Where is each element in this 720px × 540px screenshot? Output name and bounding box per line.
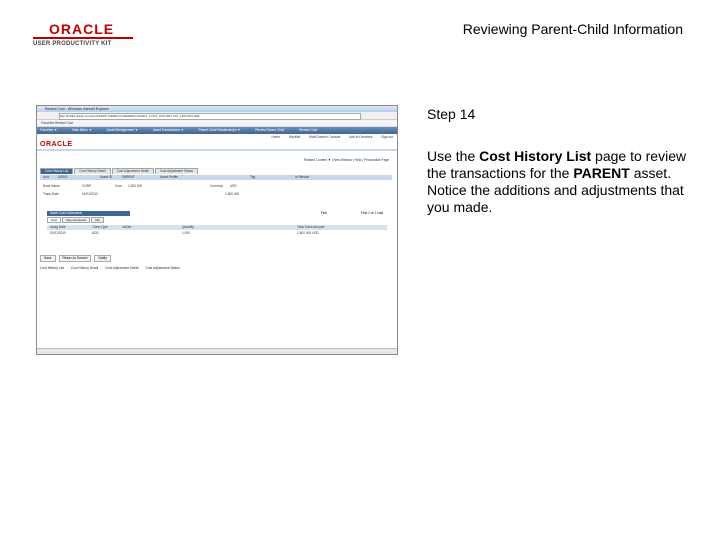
col-invdet: InvDet — [122, 225, 132, 229]
unit-value: US001 — [58, 175, 68, 179]
asset-id-label: Asset ID — [100, 175, 113, 179]
page-buttons — [40, 255, 114, 262]
page-tabs — [40, 168, 199, 174]
browser-title-bar: Review Cost - Windows Internet Explorer — [37, 106, 397, 112]
unit-label: Unit — [43, 175, 49, 179]
grid-title: Asset Cost Information — [47, 211, 130, 216]
grid-navigation[interactable]: First 1 of 1 Last — [361, 211, 383, 215]
tab-cost-adjustment-detail[interactable]: Cost Adjustment Detail — [112, 168, 154, 174]
table-row — [47, 231, 387, 236]
nav-item[interactable]: Asset Management ▼ — [106, 128, 139, 132]
instruction-text — [427, 148, 687, 216]
grid-tab-open-amounts[interactable]: Open Amounts — [62, 217, 90, 223]
grid-tab-cost[interactable]: Cost — [47, 217, 61, 223]
tag-label: Tag — [250, 175, 256, 179]
tab-cost-adjustment-status[interactable]: Cost Adjustment Status — [155, 168, 198, 174]
favorites-bar: Favorites Review Cost — [37, 120, 397, 127]
currency-value: USD — [230, 184, 237, 188]
page-utility-links[interactable]: Related Content ▼ | New Window | Help | Personalize Page — [303, 158, 389, 162]
nav-item[interactable]: Asset Transactions ▼ — [152, 128, 184, 132]
cost-label: Cost — [115, 184, 122, 188]
trans-date-row — [40, 192, 392, 197]
tab-cost-history-list[interactable]: Cost History List — [40, 168, 73, 174]
instruction-part: asset. Notice the additions and adjustments that you made. — [427, 165, 684, 215]
col-acctg-date: Acctg Date — [50, 225, 66, 229]
page-bottom-links — [40, 266, 186, 270]
nav-item[interactable]: Review Parent Child — [255, 128, 285, 132]
asset-profile-label: Asset Profile — [160, 175, 178, 179]
instruction-emphasis: Cost History List — [479, 148, 592, 164]
address-bar — [37, 112, 397, 120]
cost-information-grid — [47, 211, 387, 236]
grid-tab-info[interactable]: Info — [91, 217, 104, 223]
total-cost-value: 1,500.000 — [225, 192, 240, 196]
return-to-search-button[interactable]: Return to Search — [59, 255, 92, 262]
nav-item[interactable]: Main Menu ▼ — [72, 128, 92, 132]
book-label: Book Name — [43, 184, 60, 188]
notify-button[interactable]: Notify — [94, 255, 110, 262]
cell-total-trans-amount: 1,500.000 USD — [297, 231, 319, 235]
grid-header-row — [47, 225, 387, 230]
link-cost-history-detail[interactable]: Cost History Detail — [70, 266, 99, 270]
grid-find-link[interactable]: Find — [320, 211, 327, 215]
currency-label: Currency — [210, 184, 223, 188]
oracle-upk-logo — [33, 22, 133, 47]
cost-value: 1,500.000 — [128, 184, 143, 188]
nav-item[interactable]: Review Cost — [299, 128, 318, 132]
col-quantity: Quantity — [182, 225, 194, 229]
menu-navigation-bar — [37, 127, 397, 134]
document-title: Reviewing Parent-Child Information — [462, 21, 683, 37]
link-cost-adjustment-status[interactable]: Cost Adjustment Status — [145, 266, 180, 270]
tab-cost-history-detail[interactable]: Cost History Detail — [74, 168, 110, 174]
browser-status-bar — [37, 348, 397, 354]
book-value: CORP — [82, 184, 92, 188]
sign-out-link[interactable]: Sign out — [381, 135, 393, 139]
grid-tabs — [47, 217, 387, 223]
instruction-emphasis: PARENT — [573, 165, 630, 181]
status-value: In Service — [295, 175, 310, 179]
nav-item[interactable]: Favorites ▼ — [40, 128, 58, 132]
worklist-link[interactable]: Worklist — [288, 135, 301, 139]
save-button[interactable]: Save — [40, 255, 56, 262]
oracle-banner — [37, 140, 397, 151]
step-label: Step 14 — [427, 106, 476, 122]
trans-date-value: 01/01/2010 — [82, 192, 98, 196]
cell-trans-type: ADD — [92, 231, 99, 235]
cell-quantity: 1.000 — [182, 231, 190, 235]
add-favorites-link[interactable]: Add to Favorites — [349, 135, 373, 139]
home-link[interactable]: Home — [271, 135, 281, 139]
link-cost-history-list[interactable]: Cost History List — [40, 266, 64, 270]
trans-date-label: Trans Date — [43, 192, 59, 196]
logo-subtitle: USER PRODUCTIVITY KIT — [33, 41, 112, 47]
col-trans-type: Trans Type — [92, 225, 108, 229]
application-screenshot — [36, 105, 398, 355]
multichannel-link[interactable]: MultiChannel Console — [309, 135, 341, 139]
nav-item[interactable]: Parent-Child Relationships ▼ — [198, 128, 241, 132]
col-total-trans-amount: Total Trans Amount — [297, 225, 325, 229]
instruction-part: page to review the transactions for the — [427, 148, 687, 181]
instruction-part: Use the — [427, 148, 480, 164]
cell-acctg-date: 01/01/2010 — [50, 231, 66, 235]
address-field[interactable]: http://hrf0ld.oracle.com/psc/FS90SYS/EMPLOYEE/ERP/c/ASSET_COST_HISTORY.CST_HISTORY.GBL — [59, 113, 361, 120]
logo-rule — [33, 37, 133, 39]
asset-id-value: PARENT — [122, 175, 135, 179]
oracle-logo-text: ORACLE — [49, 21, 115, 37]
oracle-mini-logo: ORACLE — [40, 141, 73, 148]
book-row — [40, 184, 392, 189]
link-cost-adjustment-detail[interactable]: Cost Adjustment Detail — [105, 266, 139, 270]
asset-header-row — [40, 175, 392, 180]
